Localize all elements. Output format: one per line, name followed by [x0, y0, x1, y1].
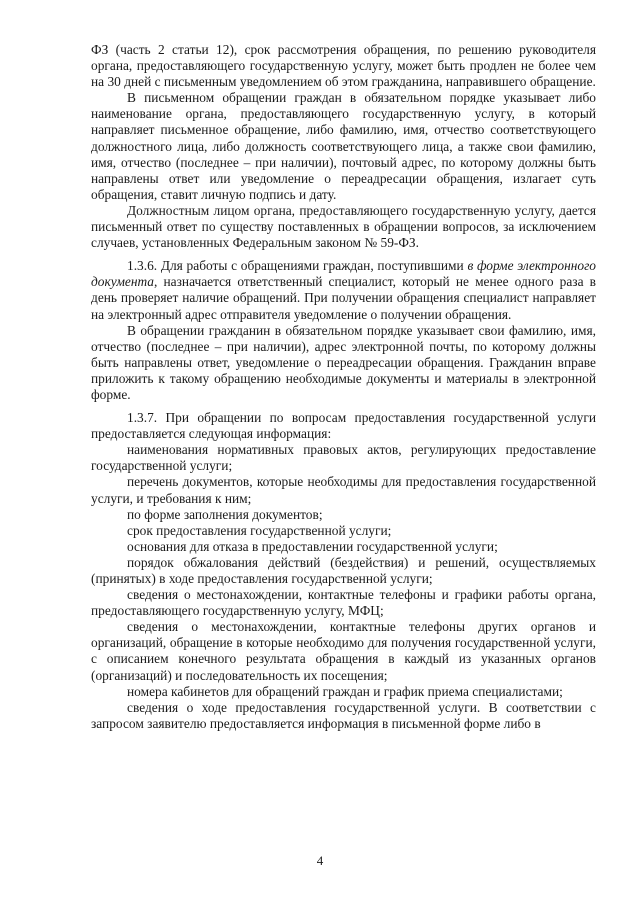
paragraph-1-3-7: 1.3.7. При обращении по вопросам предоставления государственной услуги предоставляется следующая информация:	[91, 410, 596, 442]
list-item: срок предоставления государственной услуги;	[127, 522, 392, 538]
paragraph-1-3-6	[91, 258, 596, 322]
text-segment: 1.3.6. Для работы с обращениями граждан, поступившими	[127, 258, 468, 274]
paragraph-official-response: Должностным лицом органа, предоставляющего государственную услугу, дается письменный ответ по существу поставленных в обращении вопросов, за исключением случаев, установленных Федеральным законом № 59-ФЗ.	[91, 202, 596, 251]
text-segment: , назначается ответственный специалист, который не менее одного раза в день проверяет наличие обращений. При получении обращения специалист направляет на электронный адрес отправителя уведомление о получении обращения.	[91, 274, 596, 322]
list-item: сведения о местонахождении, контактные телефоны других органов и организаций, обращение в которые необходимо для получения государственной услуги, с описанием конечного результата обращения в каждый из указанных органов (организаций) и последовательность их посещения;	[91, 619, 596, 683]
list-item: номера кабинетов для обращений граждан и график приема специалистами;	[127, 683, 563, 699]
emphasis-electronic-document: в форме электронного документа	[91, 258, 596, 290]
paragraph-continuation: ФЗ (часть 2 статьи 12), срок рассмотрения обращения, по решению руководителя органа, предоставляющего государственную услугу, может быть продлен не более чем на 30 дней с письменным уведомлением об этом гражданина, направившего обращение.	[91, 42, 596, 90]
list-item: по форме заполнения документов;	[127, 506, 323, 522]
list-item: наименования нормативных правовых актов, регулирующих предоставление государственной услуги;	[91, 442, 596, 474]
list-item: сведения о ходе предоставления государственной услуги. В соответствии с запросом заявителю предоставляется информация в письменной форме либо в	[91, 699, 596, 731]
page-number: 4	[316, 853, 324, 868]
paragraph-written-appeal: В письменном обращении граждан в обязательном порядке указывает либо наименование органа, предоставляющего государственную услугу, в который направляет письменное обращение, либо фамилию, имя, отчество соответствующего должностного лица, либо должность соответствующего лица, а также свои фамилию, имя, отчество (последнее – при наличии), почтовый адрес, по которому должны быть направлены ответ или уведомление о переадресации обращения, излагает суть обращения, ставит личную подпись и дату.	[91, 90, 596, 202]
list-item: основания для отказа в предоставлении государственной услуги;	[127, 538, 498, 554]
document-body	[91, 42, 596, 732]
list-item: сведения о местонахождении, контактные телефоны и графики работы органа, предоставляющего государственную услугу, МФЦ;	[91, 587, 596, 619]
list-item: порядок обжалования действий (бездействия) и решений, осуществляемых (принятых) в ходе предоставления государственной услуги;	[91, 554, 596, 586]
paragraph-electronic-appeal: В обращении гражданин в обязательном порядке указывает свои фамилию, имя, отчество (последнее – при наличии), адрес электронной почты, по которому должны быть направлены ответ, уведомление о переадресации обращения. Гражданин вправе приложить к такому обращению необходимые документы и материалы в электронной форме.	[91, 322, 596, 402]
list-item: перечень документов, которые необходимы для предоставления государственной услуги, и требования к ним;	[91, 474, 596, 506]
